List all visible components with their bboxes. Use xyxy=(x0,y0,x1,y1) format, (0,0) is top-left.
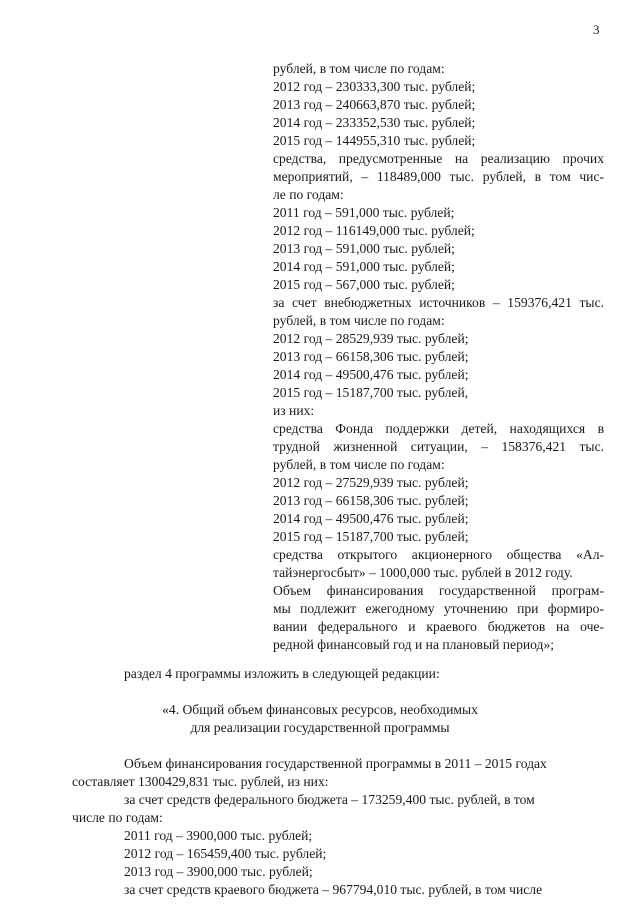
body-line: 2013 год – 3900,000 тыс. рублей; xyxy=(124,864,313,879)
column-line: мы подлежит ежегодному уточнению при формиро- xyxy=(273,601,604,616)
column-line: 2011 год – 591,000 тыс. рублей; xyxy=(273,205,455,220)
column-line: 2015 год – 144955,310 тыс. рублей; xyxy=(273,133,476,148)
section-heading-line: для реализации государственной программы xyxy=(190,720,450,735)
column-line: 2012 год – 27529,939 тыс. рублей; xyxy=(273,475,469,490)
column-line: 2013 год – 240663,870 тыс. рублей; xyxy=(273,97,476,112)
column-line: средства открытого акционерного общества «Ал- xyxy=(273,547,604,562)
column-line: 2013 год – 66158,306 тыс. рублей; xyxy=(273,349,469,364)
body-line: за счет средств краевого бюджета – 967794,010 тыс. рублей, в том числе xyxy=(124,882,543,897)
column-line: 2015 год – 567,000 тыс. рублей; xyxy=(273,277,455,292)
column-line: трудной жизненной ситуации, – 158376,421 тыс. xyxy=(273,439,604,454)
page-number: 3 xyxy=(593,22,600,37)
column-line: средства Фонда поддержки детей, находящихся в xyxy=(273,421,604,436)
column-line: за счет внебюджетных источников – 159376,421 тыс. xyxy=(273,295,604,310)
section-heading-line: «4. Общий объем финансовых ресурсов, необходимых xyxy=(162,702,478,717)
column-line: Объем финансирования государственной програм- xyxy=(273,583,604,598)
column-line: 2015 год – 15187,700 тыс. рублей; xyxy=(273,529,469,544)
column-line: 2012 год – 116149,000 тыс. рублей; xyxy=(273,223,475,238)
body-line: за счет средств федерального бюджета – 173259,400 тыс. рублей, в том xyxy=(124,792,535,807)
column-line: рублей, в том числе по годам: xyxy=(273,313,445,328)
column-line: рублей, в том числе по годам: xyxy=(273,457,445,472)
column-line: тайэнергосбыт» – 1000,000 тыс. рублей в 2012 году. xyxy=(273,565,573,580)
body-line: числе по годам: xyxy=(72,810,163,825)
column-line: 2013 год – 591,000 тыс. рублей; xyxy=(273,241,455,256)
column-line: мероприятий, – 118489,000 тыс. рублей, в том чис- xyxy=(273,169,604,184)
column-line: 2014 год – 49500,476 тыс. рублей; xyxy=(273,511,469,526)
column-line: средства, предусмотренные на реализацию прочих xyxy=(273,151,604,166)
column-line: из них: xyxy=(273,403,315,418)
column-line: 2013 год – 66158,306 тыс. рублей; xyxy=(273,493,469,508)
amendment-instruction: раздел 4 программы изложить в следующей редакции: xyxy=(124,666,440,681)
column-line: 2014 год – 591,000 тыс. рублей; xyxy=(273,259,455,274)
column-line: редной финансовый год и на плановый период»; xyxy=(273,637,555,652)
column-line: ле по годам: xyxy=(273,187,344,202)
column-line: вании федерального и краевого бюджетов на оче- xyxy=(273,619,604,634)
body-line: 2012 год – 165459,400 тыс. рублей; xyxy=(124,846,327,861)
column-line: 2015 год – 15187,700 тыс. рублей, xyxy=(273,385,469,400)
column-line: 2012 год – 230333,300 тыс. рублей; xyxy=(273,79,476,94)
body-line: составляет 1300429,831 тыс. рублей, из них: xyxy=(72,774,329,789)
column-line: 2014 год – 49500,476 тыс. рублей; xyxy=(273,367,469,382)
column-line: рублей, в том числе по годам: xyxy=(273,61,445,76)
column-line: 2012 год – 28529,939 тыс. рублей; xyxy=(273,331,469,346)
body-line: Объем финансирования государственной программы в 2011 – 2015 годах xyxy=(124,756,547,771)
body-line: 2011 год – 3900,000 тыс. рублей; xyxy=(124,828,313,843)
column-line: 2014 год – 233352,530 тыс. рублей; xyxy=(273,115,476,130)
